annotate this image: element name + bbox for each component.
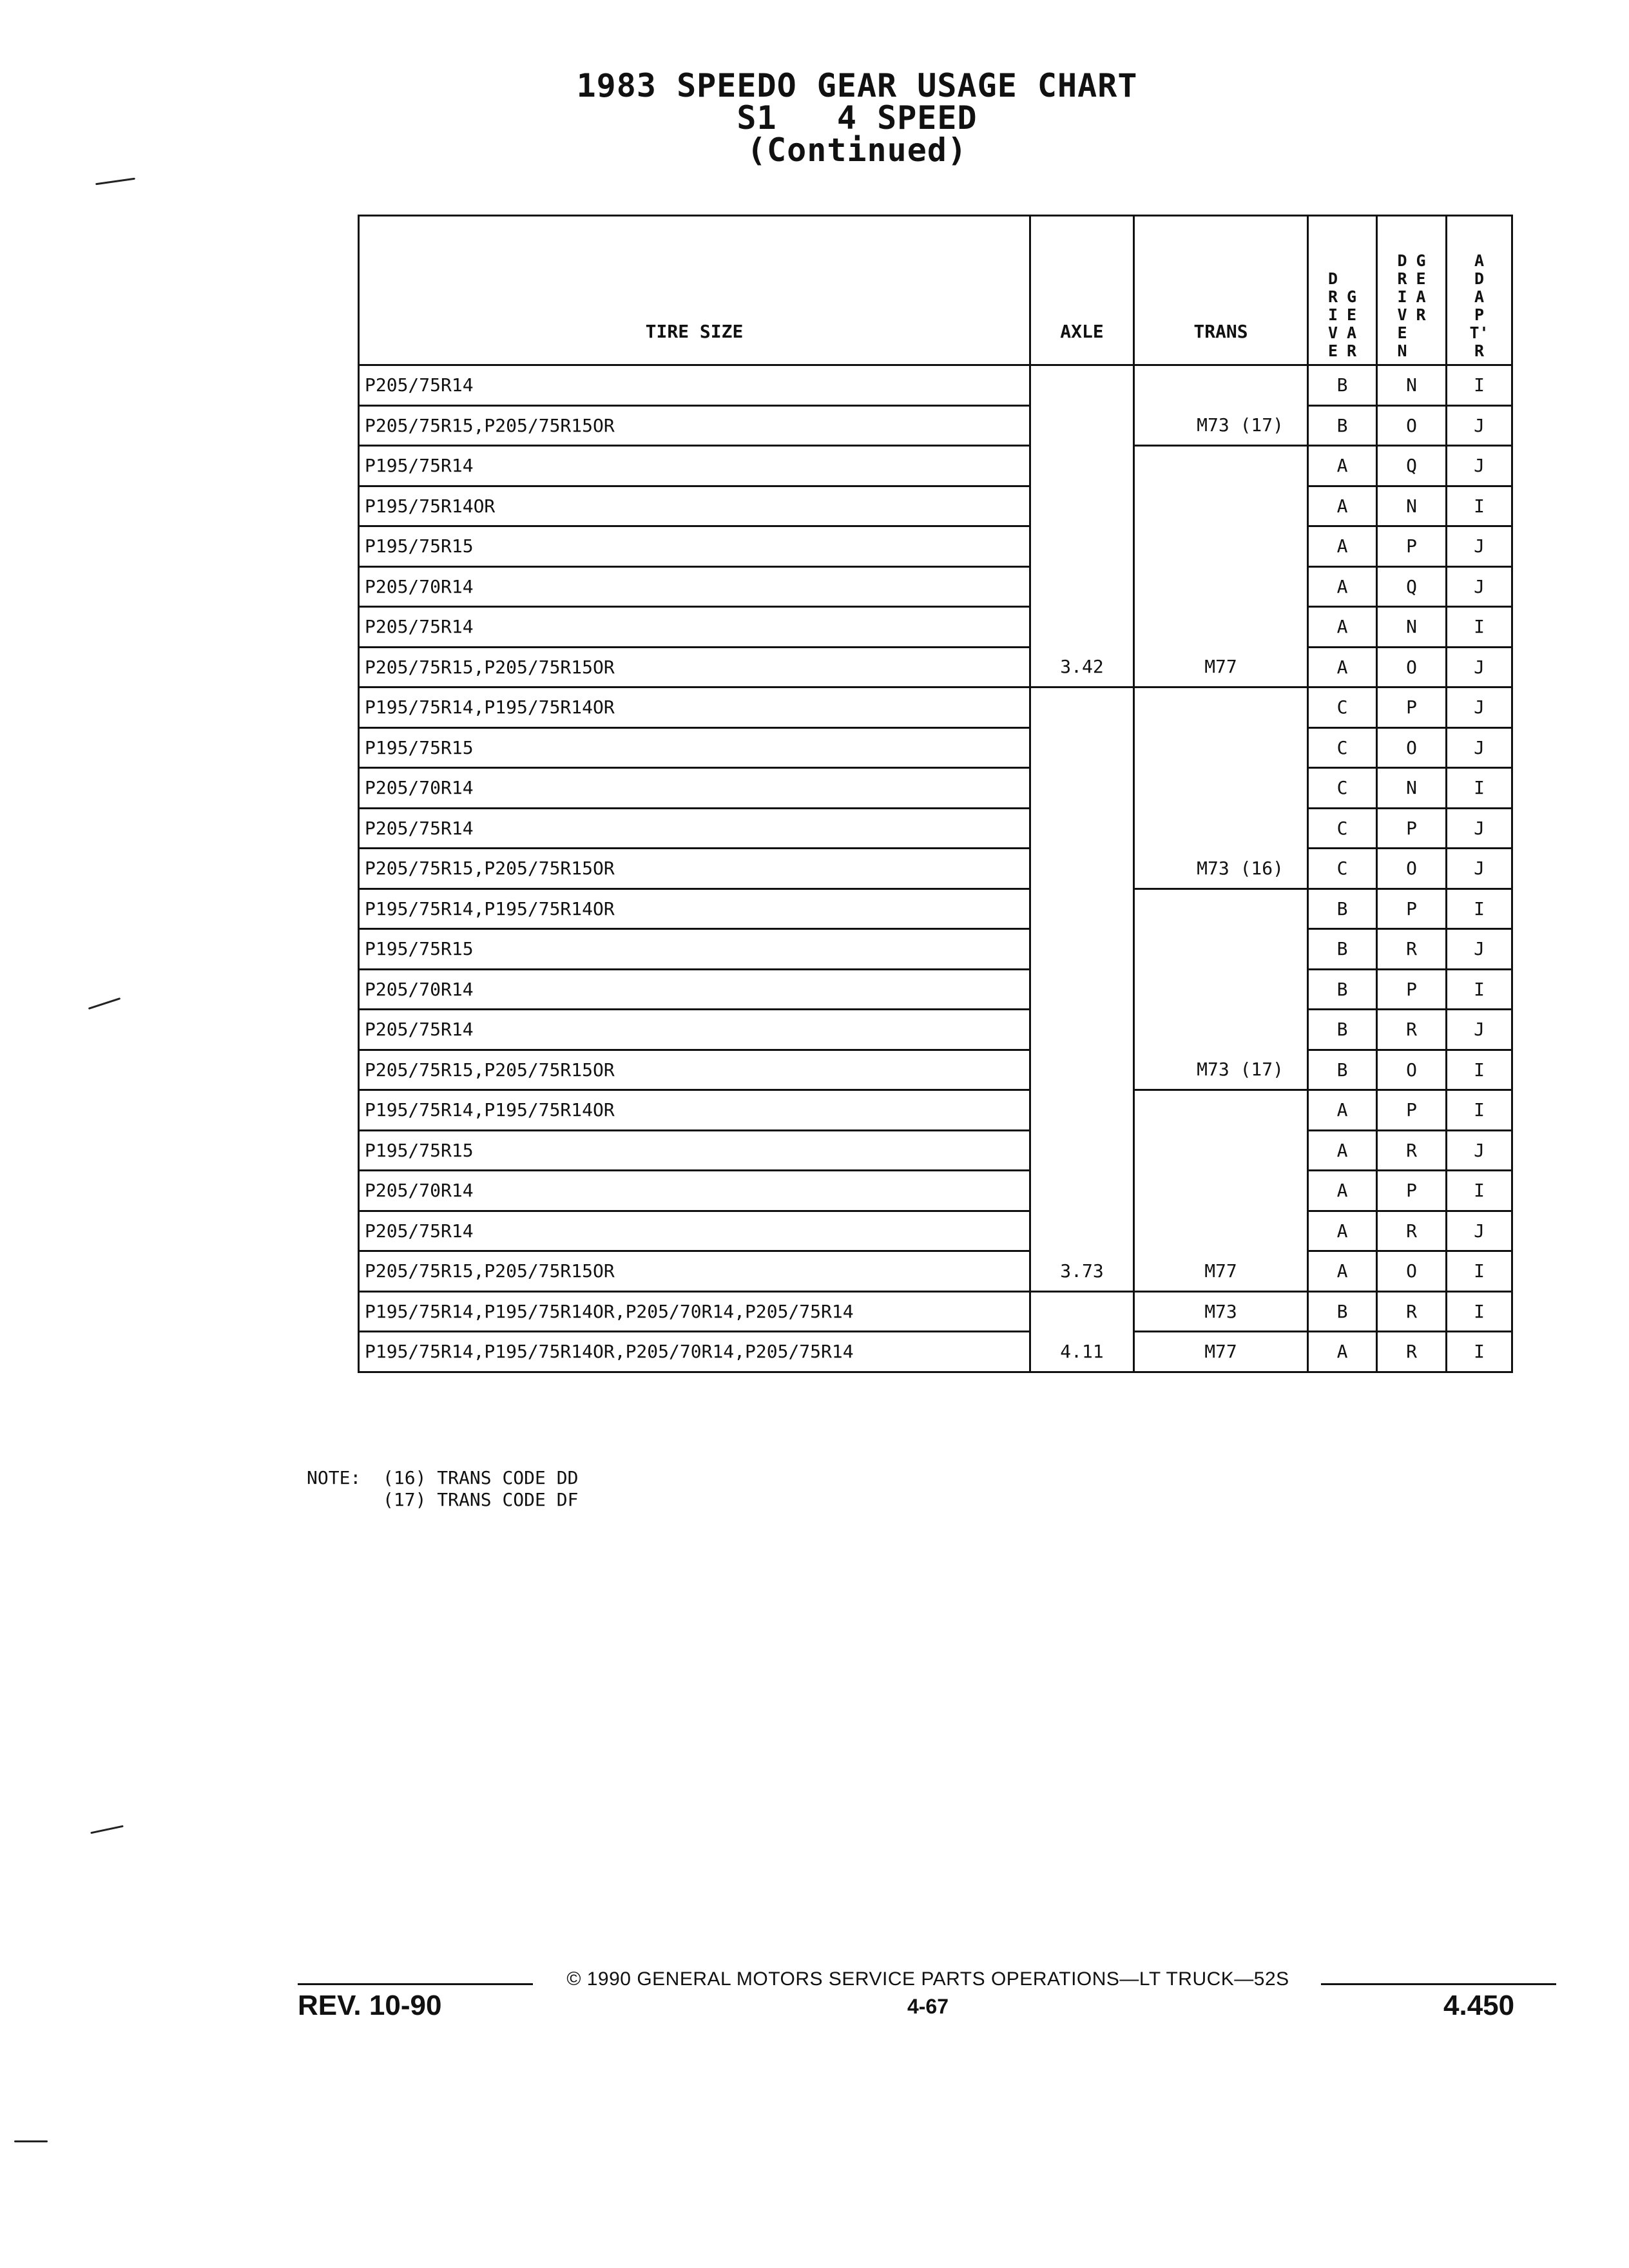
- driven-gear-cell: R: [1377, 1332, 1447, 1372]
- driven-gear-cell: R: [1377, 1010, 1447, 1050]
- trans-cell: [1134, 1211, 1308, 1251]
- tire-size-cell: P205/70R14: [359, 1171, 1030, 1211]
- driven-gear-cell: R: [1377, 929, 1447, 970]
- trans-cell: M77: [1134, 647, 1308, 687]
- drive-gear-cell: A: [1308, 1090, 1377, 1131]
- adapter-cell: J: [1447, 1130, 1512, 1171]
- tire-size-cell: P205/75R15,P205/75R15OR: [359, 849, 1030, 889]
- table-row: [359, 486, 1512, 526]
- driven-gear-cell: Q: [1377, 446, 1447, 486]
- header-letter: A: [1347, 323, 1357, 342]
- drive-gear-cell: A: [1308, 607, 1377, 648]
- page-title: [451, 67, 1263, 169]
- adapter-cell: J: [1447, 405, 1512, 446]
- driven-gear-cell: O: [1377, 1050, 1447, 1090]
- header-letter: R: [1327, 287, 1338, 306]
- axle-cell: [1030, 526, 1134, 567]
- drive-gear-cell: A: [1308, 1251, 1377, 1292]
- axle-cell: [1030, 1050, 1134, 1090]
- tire-size-cell: P195/75R14,P195/75R14OR,P205/70R14,P205/75R14: [359, 1332, 1030, 1372]
- driven-gear-cell: O: [1377, 405, 1447, 446]
- table-row: [359, 1171, 1512, 1211]
- drive-gear-cell: A: [1308, 1130, 1377, 1171]
- table-row: [359, 1010, 1512, 1050]
- header-letter: E: [1327, 341, 1338, 360]
- binder-mark: [88, 997, 120, 1010]
- table-row: [359, 1291, 1512, 1332]
- binder-mark: [14, 2140, 48, 2142]
- trans-cell: [1134, 486, 1308, 526]
- adapter-cell: J: [1447, 687, 1512, 728]
- axle-cell: [1030, 687, 1134, 728]
- adapter-cell: I: [1447, 1251, 1512, 1292]
- driven-gear-cell: R: [1377, 1211, 1447, 1251]
- header-letter: R: [1397, 269, 1407, 288]
- table-row: [359, 405, 1512, 446]
- axle-cell: [1030, 1090, 1134, 1131]
- trans-cell: [1134, 365, 1308, 406]
- header-letter: R: [1347, 341, 1357, 360]
- table-row: [359, 1332, 1512, 1372]
- tire-size-cell: P205/75R14: [359, 1211, 1030, 1251]
- driven-gear-cell: Q: [1377, 566, 1447, 607]
- adapter-cell: I: [1447, 1050, 1512, 1090]
- header-adapter: [1447, 216, 1512, 365]
- adapter-cell: J: [1447, 647, 1512, 687]
- axle-cell: [1030, 1291, 1134, 1332]
- drive-gear-cell: A: [1308, 647, 1377, 687]
- drive-gear-cell: B: [1308, 1050, 1377, 1090]
- header-letter: E: [1397, 323, 1407, 342]
- axle-cell: [1030, 446, 1134, 486]
- axle-cell: 4.11: [1030, 1332, 1134, 1372]
- title-line-3: (Continued): [746, 131, 968, 169]
- trans-cell: [1134, 889, 1308, 929]
- tire-size-cell: P205/70R14: [359, 566, 1030, 607]
- header-letter: G: [1416, 251, 1426, 270]
- trans-cell: M73 (17): [1134, 405, 1308, 446]
- trans-cell: M77: [1134, 1332, 1308, 1372]
- drive-gear-cell: B: [1308, 365, 1377, 406]
- drive-gear-cell: B: [1308, 929, 1377, 970]
- table-row: [359, 687, 1512, 728]
- driven-gear-cell: P: [1377, 889, 1447, 929]
- table-row: [359, 849, 1512, 889]
- adapter-cell: J: [1447, 566, 1512, 607]
- tire-size-cell: P195/75R14,P195/75R14OR,P205/70R14,P205/75R14: [359, 1291, 1030, 1332]
- trans-cell: [1134, 526, 1308, 567]
- header-letter: V: [1397, 305, 1407, 324]
- tire-size-cell: P205/75R14: [359, 1010, 1030, 1050]
- table-row: [359, 1251, 1512, 1292]
- axle-cell: [1030, 727, 1134, 768]
- driven-gear-cell: P: [1377, 969, 1447, 1010]
- table-row: [359, 727, 1512, 768]
- adapter-cell: J: [1447, 808, 1512, 849]
- drive-gear-cell: C: [1308, 849, 1377, 889]
- table-row: [359, 1090, 1512, 1131]
- title-line-2: S1 4 SPEED: [737, 99, 978, 137]
- axle-cell: [1030, 1211, 1134, 1251]
- adapter-cell: I: [1447, 889, 1512, 929]
- trans-cell: M73 (17): [1134, 1050, 1308, 1090]
- tire-size-cell: P205/75R15,P205/75R15OR: [359, 1050, 1030, 1090]
- tire-size-cell: P205/75R15,P205/75R15OR: [359, 1251, 1030, 1292]
- adapter-cell: J: [1447, 446, 1512, 486]
- header-letter: A: [1474, 287, 1485, 306]
- drive-gear-cell: A: [1308, 446, 1377, 486]
- driven-gear-cell: O: [1377, 1251, 1447, 1292]
- driven-gear-cell: P: [1377, 1171, 1447, 1211]
- tire-size-cell: P205/75R14: [359, 808, 1030, 849]
- driven-gear-cell: O: [1377, 727, 1447, 768]
- header-letter: T': [1469, 323, 1489, 342]
- driven-gear-cell: N: [1377, 607, 1447, 648]
- header-letter: D: [1327, 269, 1338, 288]
- header-letter: D: [1474, 269, 1485, 288]
- footer-rule-right: [1321, 1983, 1556, 1985]
- header-letter: I: [1327, 305, 1338, 324]
- header-tire-size: TIRE SIZE: [359, 216, 1030, 365]
- header-letter: R: [1416, 305, 1426, 324]
- drive-gear-cell: B: [1308, 889, 1377, 929]
- axle-cell: [1030, 486, 1134, 526]
- tire-size-cell: P195/75R15: [359, 526, 1030, 567]
- adapter-cell: I: [1447, 607, 1512, 648]
- trans-cell: [1134, 446, 1308, 486]
- driven-gear-cell: O: [1377, 647, 1447, 687]
- axle-cell: [1030, 365, 1134, 406]
- drive-gear-cell: A: [1308, 1332, 1377, 1372]
- drive-gear-cell: C: [1308, 687, 1377, 728]
- table-row: [359, 365, 1512, 406]
- note-line-2: (17) TRANS CODE DF: [383, 1489, 579, 1510]
- header-letter: G: [1347, 287, 1357, 306]
- axle-cell: 3.73: [1030, 1251, 1134, 1292]
- trans-cell: [1134, 1010, 1308, 1050]
- axle-cell: [1030, 929, 1134, 970]
- axle-cell: [1030, 768, 1134, 809]
- trans-cell: [1134, 1130, 1308, 1171]
- note-block: [307, 1467, 578, 1511]
- tire-size-cell: P205/75R15,P205/75R15OR: [359, 647, 1030, 687]
- tire-size-cell: P205/70R14: [359, 768, 1030, 809]
- header-letter: I: [1397, 287, 1407, 306]
- axle-cell: [1030, 405, 1134, 446]
- binder-mark: [90, 1825, 123, 1834]
- drive-gear-cell: A: [1308, 1171, 1377, 1211]
- drive-gear-cell: B: [1308, 1010, 1377, 1050]
- section-number: 4.450: [1443, 1990, 1515, 2021]
- page-number: 4-67: [907, 1995, 949, 2018]
- axle-cell: [1030, 1171, 1134, 1211]
- header-letter: D: [1397, 251, 1407, 270]
- adapter-cell: I: [1447, 486, 1512, 526]
- tire-size-cell: P195/75R14,P195/75R14OR: [359, 889, 1030, 929]
- note-line-1: (16) TRANS CODE DD: [383, 1467, 579, 1488]
- tire-size-cell: P195/75R14,P195/75R14OR: [359, 1090, 1030, 1131]
- table-row: [359, 768, 1512, 809]
- axle-cell: [1030, 849, 1134, 889]
- drive-gear-cell: C: [1308, 768, 1377, 809]
- axle-cell: [1030, 969, 1134, 1010]
- copyright-text: © 1990 GENERAL MOTORS SERVICE PARTS OPERATIONS—LT TRUCK—52S: [566, 1968, 1289, 1990]
- trans-cell: [1134, 969, 1308, 1010]
- driven-gear-cell: P: [1377, 687, 1447, 728]
- tire-size-cell: P205/70R14: [359, 969, 1030, 1010]
- driven-gear-cell: N: [1377, 365, 1447, 406]
- trans-cell: [1134, 768, 1308, 809]
- trans-cell: M73: [1134, 1291, 1308, 1332]
- binder-mark: [95, 178, 135, 186]
- trans-cell: [1134, 929, 1308, 970]
- driven-gear-cell: N: [1377, 768, 1447, 809]
- trans-cell: [1134, 727, 1308, 768]
- adapter-cell: I: [1447, 365, 1512, 406]
- header-letter: E: [1416, 269, 1426, 288]
- title-line-1: 1983 SPEEDO GEAR USAGE CHART: [576, 67, 1138, 104]
- axle-cell: [1030, 607, 1134, 648]
- trans-cell: [1134, 566, 1308, 607]
- axle-cell: [1030, 889, 1134, 929]
- adapter-cell: I: [1447, 1332, 1512, 1372]
- table-header-row: [359, 216, 1512, 365]
- tire-size-cell: P205/75R15,P205/75R15OR: [359, 405, 1030, 446]
- trans-cell: [1134, 1171, 1308, 1211]
- adapter-cell: J: [1447, 1010, 1512, 1050]
- speedo-gear-table: [358, 215, 1513, 1373]
- trans-cell: [1134, 607, 1308, 648]
- header-letter: A: [1474, 251, 1485, 270]
- table-row: [359, 1211, 1512, 1251]
- drive-gear-cell: A: [1308, 486, 1377, 526]
- drive-gear-cell: B: [1308, 969, 1377, 1010]
- adapter-cell: I: [1447, 768, 1512, 809]
- drive-gear-cell: A: [1308, 526, 1377, 567]
- tire-size-cell: P195/75R15: [359, 1130, 1030, 1171]
- axle-cell: 3.42: [1030, 647, 1134, 687]
- note-label: NOTE:: [307, 1467, 361, 1488]
- adapter-cell: I: [1447, 1291, 1512, 1332]
- trans-cell: M73 (16): [1134, 849, 1308, 889]
- tire-size-cell: P195/75R15: [359, 929, 1030, 970]
- table-row: [359, 566, 1512, 607]
- driven-gear-cell: O: [1377, 849, 1447, 889]
- adapter-cell: J: [1447, 727, 1512, 768]
- driven-gear-cell: R: [1377, 1130, 1447, 1171]
- header-letter: V: [1327, 323, 1338, 342]
- adapter-cell: J: [1447, 929, 1512, 970]
- driven-gear-cell: R: [1377, 1291, 1447, 1332]
- driven-gear-cell: P: [1377, 526, 1447, 567]
- header-trans: TRANS: [1134, 216, 1308, 365]
- adapter-cell: J: [1447, 1211, 1512, 1251]
- trans-cell: [1134, 808, 1308, 849]
- driven-gear-cell: P: [1377, 808, 1447, 849]
- drive-gear-cell: A: [1308, 566, 1377, 607]
- adapter-cell: J: [1447, 849, 1512, 889]
- adapter-cell: J: [1447, 526, 1512, 567]
- header-letter: N: [1397, 341, 1407, 360]
- tire-size-cell: P205/75R14: [359, 607, 1030, 648]
- header-axle: AXLE: [1030, 216, 1134, 365]
- drive-gear-cell: C: [1308, 727, 1377, 768]
- axle-cell: [1030, 808, 1134, 849]
- adapter-cell: I: [1447, 1090, 1512, 1131]
- header-letter: R: [1474, 341, 1485, 360]
- table-row: [359, 929, 1512, 970]
- header-letter: P: [1474, 305, 1485, 324]
- axle-cell: [1030, 566, 1134, 607]
- table-row: [359, 446, 1512, 486]
- drive-gear-cell: B: [1308, 1291, 1377, 1332]
- table-row: [359, 1050, 1512, 1090]
- tire-size-cell: P195/75R14: [359, 446, 1030, 486]
- tire-size-cell: P195/75R14,P195/75R14OR: [359, 687, 1030, 728]
- tire-size-cell: P195/75R15: [359, 727, 1030, 768]
- driven-gear-cell: P: [1377, 1090, 1447, 1131]
- trans-cell: M77: [1134, 1251, 1308, 1292]
- header-driven-gear: [1377, 216, 1447, 365]
- table-row: [359, 607, 1512, 648]
- table-row: [359, 526, 1512, 567]
- drive-gear-cell: B: [1308, 405, 1377, 446]
- trans-cell: [1134, 1090, 1308, 1131]
- table-row: [359, 647, 1512, 687]
- driven-gear-cell: N: [1377, 486, 1447, 526]
- drive-gear-cell: A: [1308, 1211, 1377, 1251]
- adapter-cell: I: [1447, 969, 1512, 1010]
- table-row: [359, 889, 1512, 929]
- adapter-cell: I: [1447, 1171, 1512, 1211]
- tire-size-cell: P195/75R14OR: [359, 486, 1030, 526]
- axle-cell: [1030, 1130, 1134, 1171]
- drive-gear-cell: C: [1308, 808, 1377, 849]
- revision-label: REV. 10-90: [298, 1990, 442, 2021]
- trans-cell: [1134, 687, 1308, 728]
- tire-size-cell: P205/75R14: [359, 365, 1030, 406]
- axle-cell: [1030, 1010, 1134, 1050]
- header-letter: A: [1416, 287, 1426, 306]
- table-row: [359, 969, 1512, 1010]
- table-row: [359, 1130, 1512, 1171]
- footer-rule-left: [298, 1983, 533, 1985]
- header-letter: E: [1347, 305, 1357, 324]
- header-drive-gear: [1308, 216, 1377, 365]
- table-row: [359, 808, 1512, 849]
